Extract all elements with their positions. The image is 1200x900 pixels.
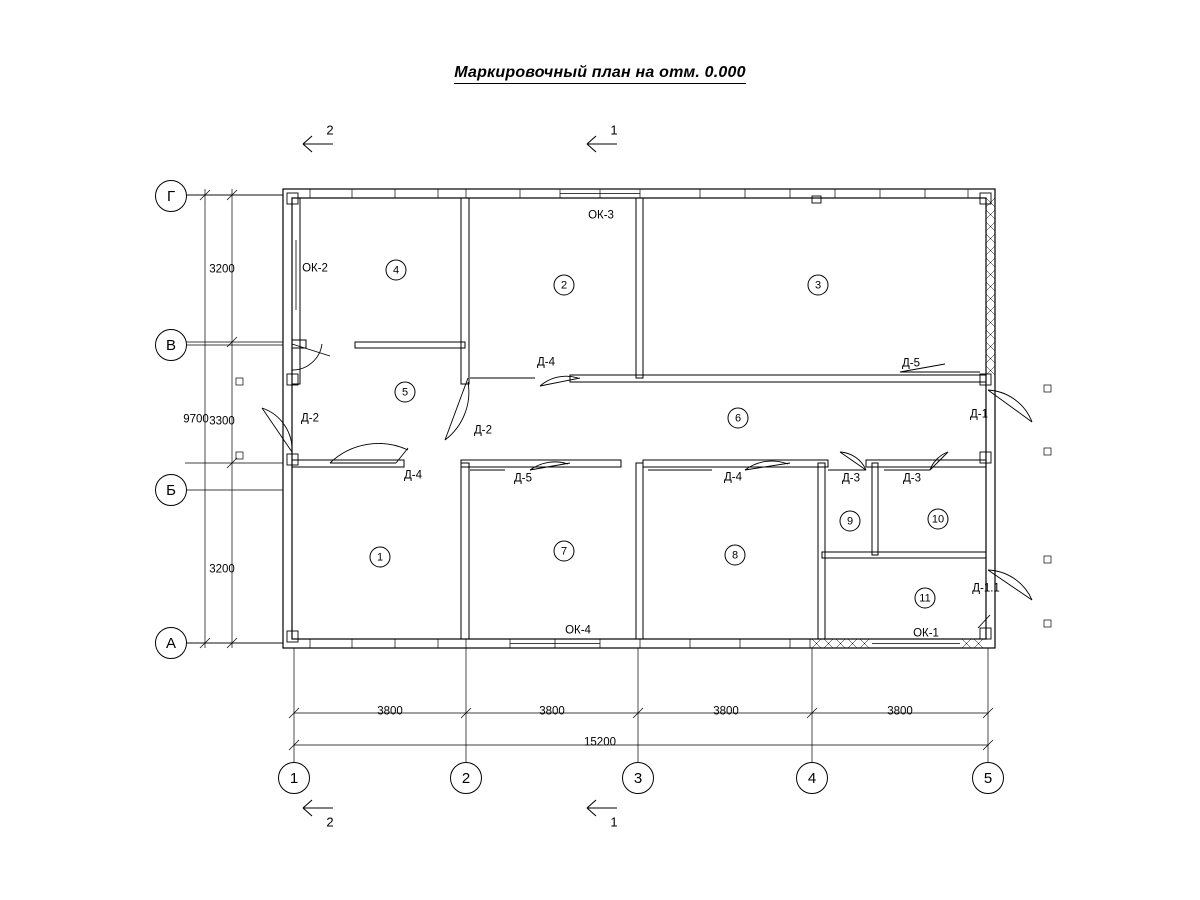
door-tag-d4-right: Д-4 [723, 471, 743, 484]
door-tag-d5-mid: Д-5 [513, 472, 533, 485]
dim-horizontal-3800-3: 3800 [713, 705, 739, 718]
door-tag-d4-upper: Д-4 [536, 356, 556, 369]
room-number-4[interactable]: 4 [386, 260, 407, 281]
door-tag-d5-upper: Д-5 [901, 357, 921, 370]
axis-marker-b[interactable]: Б [155, 474, 187, 506]
room-number-11[interactable]: 11 [915, 588, 936, 609]
dim-horizontal-3800-2: 3800 [539, 705, 565, 718]
axis-marker-4[interactable]: 4 [796, 762, 828, 794]
section-mark-bottom-1: 1 [610, 814, 618, 830]
dim-vertical-3200-top: 3200 [209, 263, 235, 276]
axis-marker-5[interactable]: 5 [972, 762, 1004, 794]
room-number-9[interactable]: 9 [840, 511, 861, 532]
dim-horizontal-total: 15200 [584, 736, 616, 749]
axis-marker-a[interactable]: А [155, 627, 187, 659]
dim-vertical-3200-bottom: 3200 [209, 563, 235, 576]
axis-marker-g[interactable]: Г [155, 180, 187, 212]
dim-horizontal-3800-1: 3800 [377, 705, 403, 718]
axis-marker-v[interactable]: В [155, 329, 187, 361]
room-number-7[interactable]: 7 [554, 541, 575, 562]
drawing-title-text: Маркировочный план на отм. 0.000 [454, 64, 745, 84]
axis-marker-2[interactable]: 2 [450, 762, 482, 794]
axis-marker-1[interactable]: 1 [278, 762, 310, 794]
room-number-8[interactable]: 8 [725, 545, 746, 566]
window-tag-ok1: ОК-1 [913, 627, 939, 640]
room-number-5[interactable]: 5 [395, 382, 416, 403]
door-tag-d2-mid: Д-2 [473, 424, 493, 437]
dim-vertical-3300: 3300 [209, 415, 235, 428]
room-number-6[interactable]: 6 [728, 408, 749, 429]
door-tag-d11: Д-1.1 [972, 582, 1000, 595]
axis-marker-3[interactable]: 3 [622, 762, 654, 794]
section-mark-top-1: 1 [610, 122, 618, 138]
section-mark-top-2: 2 [326, 122, 334, 138]
window-tag-ok2: ОК-2 [302, 262, 328, 275]
window-tag-ok4: ОК-4 [565, 624, 591, 637]
room-number-2[interactable]: 2 [554, 275, 575, 296]
door-tag-d1: Д-1 [969, 408, 989, 421]
dim-vertical-total: 9700 [183, 413, 209, 426]
door-tag-d3-right: Д-3 [902, 472, 922, 485]
door-tag-d2-left: Д-2 [300, 412, 320, 425]
section-mark-bottom-2: 2 [326, 814, 334, 830]
room-number-3[interactable]: 3 [808, 275, 829, 296]
room-number-10[interactable]: 10 [928, 509, 949, 530]
dim-horizontal-3800-4: 3800 [887, 705, 913, 718]
door-tag-d3-left: Д-3 [841, 472, 861, 485]
window-tag-ok3: ОК-3 [588, 209, 614, 222]
room-number-1[interactable]: 1 [370, 547, 391, 568]
door-tag-d4-left: Д-4 [403, 469, 423, 482]
